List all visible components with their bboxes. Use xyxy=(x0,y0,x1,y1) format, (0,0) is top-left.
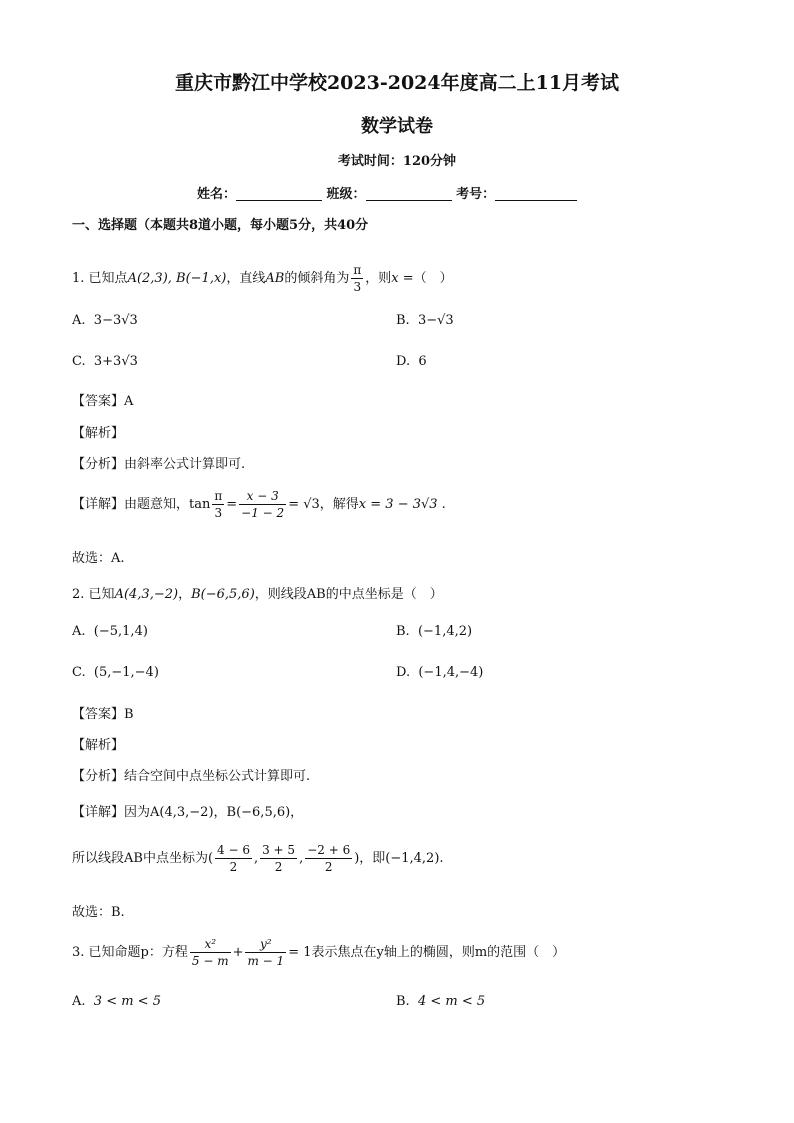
option-label: B. xyxy=(396,313,410,328)
option-value: (−5,1,4) xyxy=(93,624,148,639)
q2-analysis-tag: 【解析】 xyxy=(72,738,125,753)
fenxi-tag: 【分析】 xyxy=(72,457,125,472)
midpoint-pre: 所以线段AB中点坐标为( xyxy=(72,851,214,866)
fraction-numerator: x² xyxy=(190,936,231,953)
class-field[interactable] xyxy=(366,186,452,201)
fraction-denominator: m − 1 xyxy=(247,954,285,968)
option-value: (−1,4,−4) xyxy=(418,665,484,680)
option-value: (5,−1,−4) xyxy=(93,665,159,680)
q3-option-b[interactable] xyxy=(396,994,485,1009)
option-label: B. xyxy=(396,994,410,1009)
fenxi-tag: 【分析】 xyxy=(72,769,125,784)
q1-conclusion: 故选：A. xyxy=(72,551,125,566)
fraction-denominator: 3 xyxy=(353,280,362,294)
option-label: D. xyxy=(396,354,411,369)
answer-tag: 【答案】 xyxy=(72,394,125,409)
plus-sign: + xyxy=(232,945,244,960)
q1-mid2: 的倾斜角为 xyxy=(284,271,350,286)
q2-rest: ，则线段AB的中点坐标是（ ） xyxy=(254,587,443,602)
mid-fraction-3 xyxy=(305,842,352,875)
option-value: (−1,4,2) xyxy=(417,624,473,639)
exam-time: 考试时间：120分钟 xyxy=(337,154,457,169)
q1-analysis-tag: 【解析】 xyxy=(72,426,125,441)
q3-fraction-1 xyxy=(190,936,231,969)
option-label: A. xyxy=(72,624,86,639)
mid-fraction-1 xyxy=(215,842,252,875)
q2-a-point: A(4,3,−2) xyxy=(114,587,179,602)
question-1 xyxy=(72,262,453,295)
question-2 xyxy=(72,583,443,602)
name-label: 姓名： xyxy=(197,187,237,202)
q2-midpoint-line: 所以线段AB中点坐标为( $\frac{4 - 6}{2}$ , $\frac{3 + 5}{2}$ , $\frac{-2 + 6}{2}$ )，即(−1,4,2). xyxy=(72,843,444,874)
fenxi-text: 由斜率公式计算即可. xyxy=(124,457,246,472)
q2-conclusion: 故选：B. xyxy=(72,905,125,920)
name-field[interactable] xyxy=(236,186,322,201)
fraction-numerator: y² xyxy=(245,936,286,953)
option-label: C. xyxy=(72,354,86,369)
number-field[interactable] xyxy=(495,186,577,201)
q3-fraction-2 xyxy=(245,936,286,969)
option-value: 3−√3 xyxy=(417,313,454,328)
option-label: A. xyxy=(72,313,86,328)
q1-prefix: 已知点 xyxy=(88,271,128,286)
detail-result: x = 3 − 3√3 . xyxy=(358,497,446,512)
fraction-denominator: 5 − m xyxy=(191,954,229,968)
option-label: C. xyxy=(72,665,86,680)
q2-option-a[interactable] xyxy=(72,624,148,639)
q1-detail xyxy=(72,488,446,521)
detail-solve: ，解得 xyxy=(319,497,359,512)
option-label: D. xyxy=(396,665,411,680)
fraction-denominator: 2 xyxy=(274,860,283,874)
q1-answer xyxy=(72,390,133,409)
fraction-numerator: −2 + 6 xyxy=(307,843,351,857)
mid-fraction-2 xyxy=(260,842,297,875)
d-fraction-1 xyxy=(212,488,224,521)
q1-angle-fraction xyxy=(351,262,363,295)
detail-text: 因为A(4,3,−2)，B(−6,5,6)， xyxy=(124,805,304,820)
answer-tag: 【答案】 xyxy=(72,707,125,722)
q2-option-b[interactable] xyxy=(396,624,472,639)
section-title: 一、选择题（本题共8道小题，每小题5分，共40分 xyxy=(72,218,369,233)
q2-option-d[interactable] xyxy=(396,665,483,680)
detail-tag: 【详解】 xyxy=(72,805,125,820)
question-number: 2. xyxy=(72,587,85,602)
fraction-denominator: 2 xyxy=(324,860,333,874)
detail-pre: 由题意知，tan xyxy=(124,497,211,512)
q2-fenxi xyxy=(72,765,310,784)
option-value: 6 xyxy=(418,354,427,369)
page-subtitle: 数学试卷 xyxy=(361,116,433,137)
fraction-numerator: π xyxy=(214,489,223,503)
q1-option-c[interactable] xyxy=(72,354,138,369)
q1-points: A(2,3), B(−1,x) xyxy=(127,271,227,286)
fraction-denominator: 3 xyxy=(214,506,223,520)
number-label: 考号： xyxy=(456,187,496,202)
fraction-numerator: 3 + 5 xyxy=(262,843,296,857)
option-label: B. xyxy=(396,624,410,639)
question-number: 3. xyxy=(72,945,85,960)
q1-option-b[interactable] xyxy=(396,313,454,328)
q2-detail xyxy=(72,801,303,820)
option-value: 3 < m < 5 xyxy=(93,994,161,1009)
q2-b-point: B(−6,5,6) xyxy=(191,587,255,602)
option-value: 4 < m < 5 xyxy=(417,994,486,1009)
q1-mid: ，直线 xyxy=(226,271,266,286)
page-title: 重庆市黔江中学校2023-2024年度高二上11月考试 xyxy=(174,72,620,94)
d-fraction-2 xyxy=(239,488,286,521)
q1-end: ，则 xyxy=(365,271,392,286)
fraction-denominator: 2 xyxy=(229,860,238,874)
detail-tag: 【详解】 xyxy=(72,497,125,512)
equals: = xyxy=(226,497,238,512)
q1-fenxi xyxy=(72,453,245,472)
answer-value: B xyxy=(124,707,134,722)
student-info-row xyxy=(197,183,577,202)
fraction-numerator: x − 3 xyxy=(239,488,286,505)
fraction-numerator: 4 − 6 xyxy=(217,843,250,857)
q2-comma: ， xyxy=(178,587,192,602)
q3-pre: 已知命题p：方程 xyxy=(88,945,188,960)
option-value: 3−3√3 xyxy=(93,313,138,328)
q1-option-d[interactable] xyxy=(396,354,427,369)
q3-post: = 1表示焦点在y轴上的椭圆，则m的范围（ ） xyxy=(288,945,566,960)
answer-value: A xyxy=(124,394,134,409)
q1-paren: （ ） xyxy=(413,271,453,286)
option-label: A. xyxy=(72,994,86,1009)
fraction-numerator: π xyxy=(353,263,362,277)
fraction-denominator: −1 − 2 xyxy=(241,506,285,520)
option-value: 3+3√3 xyxy=(93,354,138,369)
equals-sqrt3: = √3 xyxy=(288,497,320,512)
q1-ab: AB xyxy=(265,271,285,286)
q2-answer xyxy=(72,703,134,722)
q3-option-a[interactable] xyxy=(72,994,161,1009)
class-label: 班级： xyxy=(326,187,366,202)
q1-option-a[interactable] xyxy=(72,313,138,328)
midpoint-post: )，即(−1,4,2). xyxy=(354,851,444,866)
question-3 xyxy=(72,936,565,969)
q2-option-c[interactable] xyxy=(72,665,159,680)
q1-x-eq: x = xyxy=(391,271,414,286)
fenxi-text: 结合空间中点坐标公式计算即可. xyxy=(124,769,311,784)
question-number: 1. xyxy=(72,271,85,286)
q2-text: 已知 xyxy=(88,587,115,602)
